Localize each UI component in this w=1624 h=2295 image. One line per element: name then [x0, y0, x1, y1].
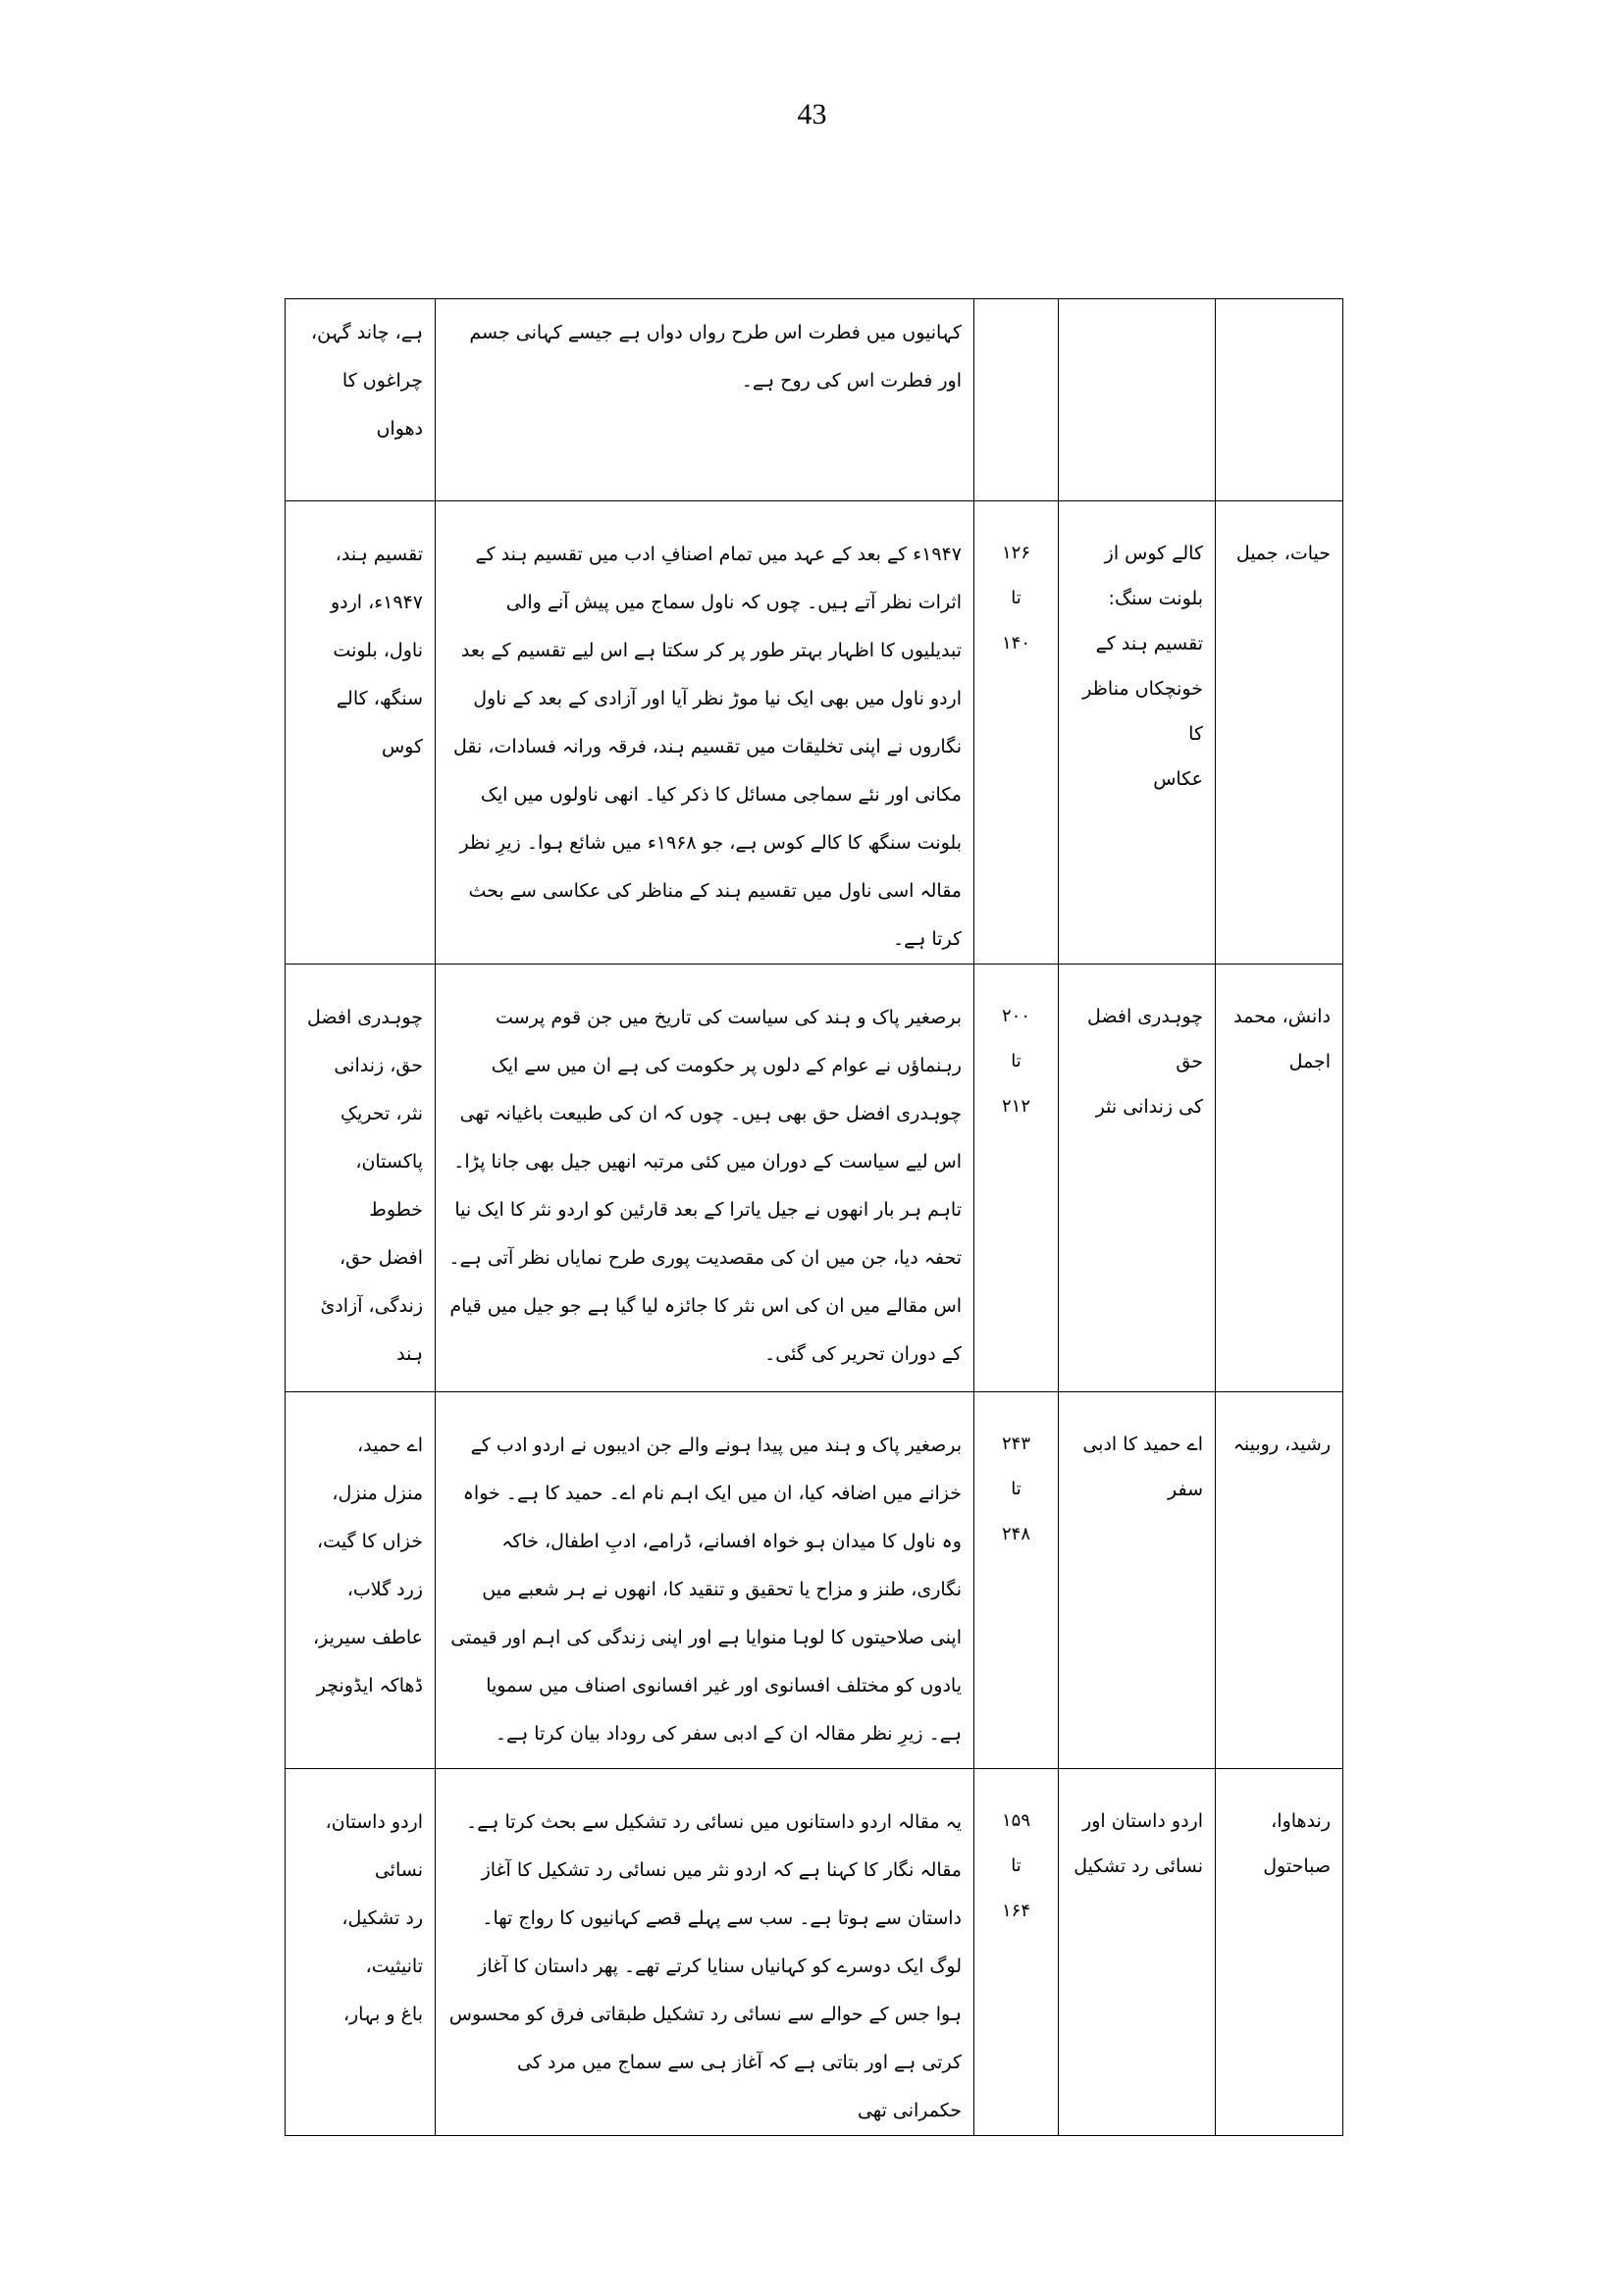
table-row	[286, 501, 1343, 965]
author-cell: حیات، جمیل	[1216, 501, 1343, 965]
pages-cell: ۱۲۶ تا ۱۴۰	[974, 501, 1059, 965]
author-cell: رشید، روبینہ	[1216, 1392, 1343, 1769]
table-row	[286, 299, 1343, 501]
pages-cell: ۲۴۳ تا ۲۴۸	[974, 1392, 1059, 1769]
title-cell: اردو داستان اور نسائی رد تشکیل	[1059, 1769, 1216, 2136]
table-row	[286, 1769, 1343, 2136]
author-cell: رندھاوا، صباحتول	[1216, 1769, 1343, 2136]
pages-cell: ۲۰۰ تا ۲۱۲	[974, 965, 1059, 1392]
page-number: 43	[797, 98, 827, 130]
author-cell	[1216, 299, 1343, 501]
keywords-cell: اردو داستان، نسائی رد تشکیل، تانیثیت، باغ و بہار،	[286, 1769, 436, 2136]
title-cell: اے حمید کا ادبی سفر	[1059, 1392, 1216, 1769]
title-cell	[1059, 299, 1216, 501]
keywords-cell: اے حمید، منزل منزل، خزاں کا گیت، زرد گلاب، عاطف سیریز، ڈھاکہ ایڈونچر	[286, 1392, 436, 1769]
index-table	[285, 298, 1343, 2136]
abstract-cell: ۱۹۴۷ء کے بعد کے عہد میں تمام اصنافِ ادب میں تقسیم ہند کے اثرات نظر آتے ہیں۔ چوں کہ ناول سماج میں پیش آنے والی تبدیلیوں کا اظہار بہتر طور پر کر سکتا ہے اس لیے تقسیم کے بعد اردو ناول میں بھی ایک نیا موڑ نظر آیا اور آزادی کے بعد کے ناول نگاروں نے اپنی تخلیقات میں تقسیم ہند، فرقہ ورانہ فسادات، نقل مکانی اور نئے سماجی مسائل کا ذکر کیا۔ انھی ناولوں میں ایک بلونت سنگھ کا کالے کوس ہے، جو ۱۹۶۸ء میں شائع ہوا۔ زیرِ نظر مقالہ اسی ناول میں تقسیم ہند کے مناظر کی عکاسی سے بحث کرتا ہے۔	[436, 501, 974, 965]
table-row	[286, 1392, 1343, 1769]
abstract-cell: کہانیوں میں فطرت اس طرح رواں دواں ہے جیسے کہانی جسم اور فطرت اس کی روح ہے۔	[436, 299, 974, 501]
keywords-cell: تقسیم ہند، ۱۹۴۷ء، اردو ناول، بلونت سنگھ، کالے کوس	[286, 501, 436, 965]
pages-cell	[974, 299, 1059, 501]
table-row	[286, 965, 1343, 1392]
pages-cell: ۱۵۹ تا ۱۶۴	[974, 1769, 1059, 2136]
abstract-cell: برصغیر پاک و ہند کی سیاست کی تاریخ میں جن قوم پرست رہنماؤں نے عوام کے دلوں پر حکومت کی ہے ان میں سے ایک چوہدری افضل حق بھی ہیں۔ چوں کہ ان کی طبیعت باغیانہ تھی اس لیے سیاست کے دوران میں کئی مرتبہ انھیں جیل بھی جانا پڑا۔ تاہم ہر بار انھوں نے جیل یاترا کے بعد قارئین کو اردو نثر کا ایک نیا تحفہ دیا، جن میں ان کی مقصدیت پوری طرح نمایاں نظر آتی ہے۔ اس مقالے میں ان کی اس نثر کا جائزہ لیا گیا ہے جو جیل میں قیام کے دوران تحریر کی گئی۔	[436, 965, 974, 1392]
author-cell: دانش، محمد اجمل	[1216, 965, 1343, 1392]
keywords-cell: چوہدری افضل حق، زندانی نثر، تحریکِ پاکستان، خطوط افضل حق، زندگی، آزادیٔ ہند	[286, 965, 436, 1392]
abstract-cell: برصغیر پاک و ہند میں پیدا ہونے والے جن ادیبوں نے اردو ادب کے خزانے میں اضافہ کیا، ان میں ایک اہم نام اے۔ حمید کا ہے۔ خواہ وہ ناول کا میدان ہو خواہ افسانے، ڈرامے، ادبِ اطفال، خاکہ نگاری، طنز و مزاح یا تحقیق و تنقید کا، انھوں نے ہر شعبے میں اپنی صلاحیتوں کا لوہا منوایا ہے اور اپنی زندگی کی اہم اور قیمتی یادوں کو مختلف افسانوی اور غیر افسانوی اصناف میں سمویا ہے۔ زیرِ نظر مقالہ ان کے ادبی سفر کی روداد بیان کرتا ہے۔	[436, 1392, 974, 1769]
title-cell: کالے کوس از بلونت سنگ: تقسیم ہند کے خونچکاں مناظر کا عکاس	[1059, 501, 1216, 965]
abstract-cell: یہ مقالہ اردو داستانوں میں نسائی رد تشکیل سے بحث کرتا ہے۔ مقالہ نگار کا کہنا ہے کہ اردو نثر میں نسائی رد تشکیل کا آغاز داستان سے ہوتا ہے۔ سب سے پہلے قصے کہانیوں کا رواج تھا۔ لوگ ایک دوسرے کو کہانیاں سنایا کرتے تھے۔ پھر داستان کا آغاز ہوا جس کے حوالے سے نسائی رد تشکیل طبقاتی فرق کو محسوس کرتی ہے اور بتاتی ہے کہ آغاز ہی سے سماج میں مرد کی حکمرانی تھی	[436, 1769, 974, 2136]
keywords-cell: ہے، چاند گہن، چراغوں کا دھواں	[286, 299, 436, 501]
title-cell: چوہدری افضل حق کی زندانی نثر	[1059, 965, 1216, 1392]
